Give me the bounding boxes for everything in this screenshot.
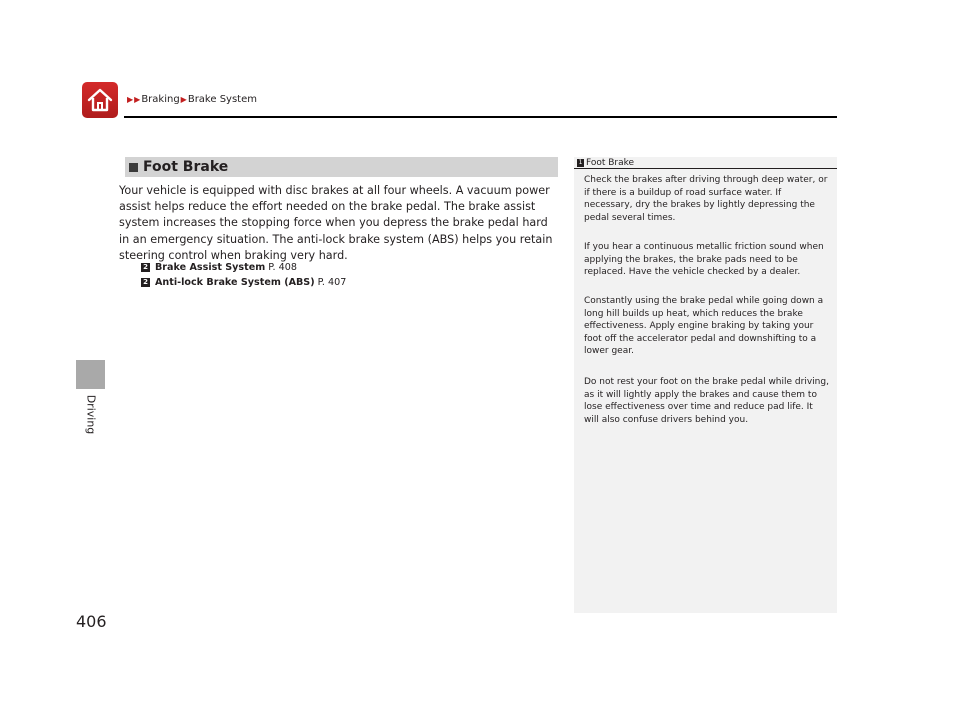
note-paragraph: If you hear a continuous metallic friction sound when applying the brakes, the brake pads need to be replaced. Have the vehicle checked by a dealer. [584,242,824,278]
home-icon [86,86,114,114]
note-index-icon: 1 [578,159,583,166]
breadcrumb-item-braking[interactable]: Braking [141,94,180,105]
square-bullet-icon [129,163,138,172]
note-paragraph: Constantly using the brake pedal while going down a long hill builds up heat, which reduces the brake effectiveness. Apply engine braking by taking your foot off the accelerator pedal and downshifting to a lower gear. [584,296,824,357]
note-paragraph: Do not rest your foot on the brake pedal while driving, as it will lightly apply the brakes and cause them to lose effectiveness over time and reduce pad life. It will also confuse drivers behind you. [584,377,829,425]
breadcrumb [127,94,257,105]
reference-arrow-icon: 2 [141,263,150,272]
reference-arrow-icon: 2 [141,278,150,287]
breadcrumb-arrow-icon: ▶ [134,95,141,104]
section-body: Your vehicle is equipped with disc brakes at all four wheels. A vacuum power assist helps reduce the effort needed on the brake pedal. The brake assist system increases the stopping force when you depress the brake pedal hard in an emergency situation. The anti-lock brake system (ABS) helps you retain steering control when braking very hard. [119,184,553,262]
reference-page: P. 408 [268,262,297,273]
note-paragraph: Check the brakes after driving through deep water, or if there is a buildup of road surface water. If necessary, dry the brakes by lightly depressing the pedal several times. [584,175,828,223]
home-button[interactable] [82,82,118,118]
reference-label: Brake Assist System [155,262,266,273]
note-divider [574,168,837,169]
section-title: Foot Brake [143,159,229,175]
cross-reference-link[interactable] [141,262,297,273]
cross-reference-link[interactable] [141,277,346,288]
chapter-tab[interactable] [76,360,105,389]
reference-page: P. 407 [317,277,347,288]
chapter-label: Driving [84,394,98,435]
breadcrumb-item-brake-system[interactable]: Brake System [187,94,257,105]
reference-label: Anti-lock Brake System (ABS) [155,277,315,288]
breadcrumb-arrow-icon: ▶ [180,95,187,104]
breadcrumb-arrow-icon: ▶ [127,95,134,104]
header-divider [124,116,837,118]
note-title: Foot Brake [586,158,635,168]
section-header [125,157,558,177]
page-number: 406 [76,612,107,631]
note-header [577,158,634,168]
